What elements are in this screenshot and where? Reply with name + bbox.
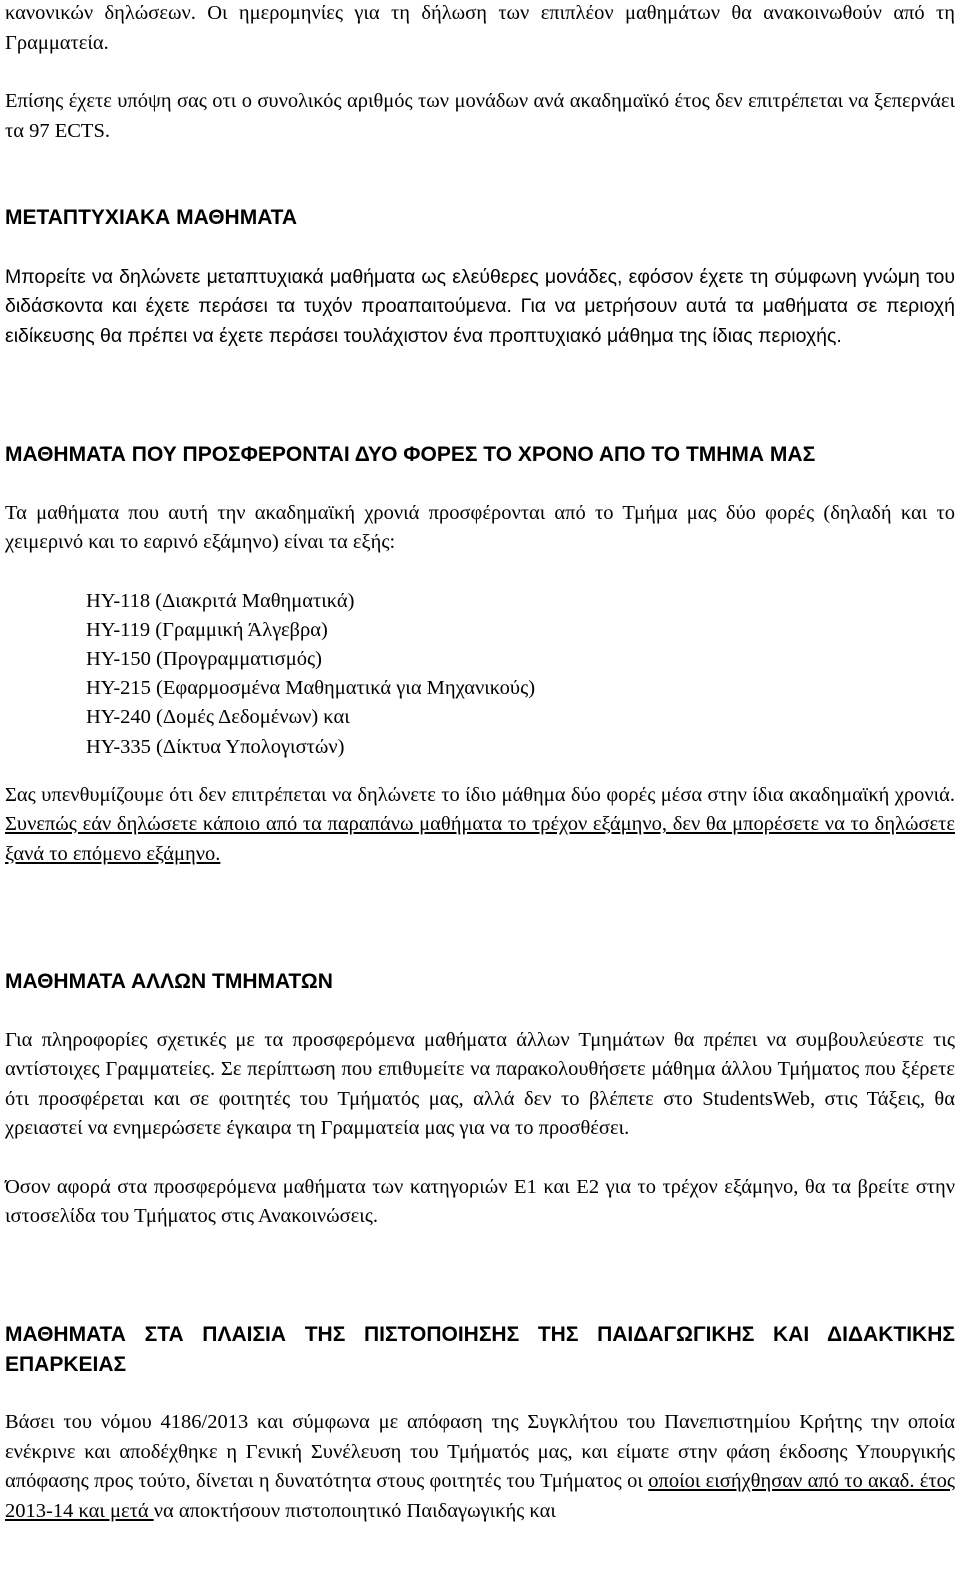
section-other-departments xyxy=(5,967,955,1232)
section-body-2: Όσον αφορά στα προσφερόμενα μαθήματα των κατηγοριών Ε1 και Ε2 για το τρέχον εξάμηνο, θα τα βρείτε στην ιστοσελίδα του Τμήματος στις Ανακοινώσεις. xyxy=(5,1175,955,1227)
section-title: ΜΑΘΗΜΑΤΑ ΑΛΛΩΝ ΤΜΗΜΑΤΩΝ xyxy=(5,970,333,993)
course-list xyxy=(5,587,955,762)
intro-text-2: Επίσης έχετε υπόψη σας οτι ο συνολικός αριθμός των μονάδων ανά ακαδημαϊκό έτος δεν επιτρέπεται να ξεπερνάει τα 97 ECTS. xyxy=(5,90,955,142)
pedagogy-text: Βάσει του νόμου 4186/2013 και σύμφωνα με απόφαση της Συγκλήτου του Πανεπιστημίου Κρήτης την οποία ενέκρινε και αποδέχθηκε η Γενική Συνέλευση του Τμήματός μας, και είματε στην φάση έκδοσης Υπουργικής απόφασης προς τούτο, δίνεται η δυνατότητα στους φοιτητές του Τμήματος οι xyxy=(5,1411,955,1492)
list-item: ΗΥ-119 (Γραμμική Άλγεβρα) xyxy=(86,618,328,641)
list-item: ΗΥ-150 (Προγραμματισμός) xyxy=(86,647,322,670)
intro-text-1: κανονικών δηλώσεων. Οι ημερομηνίες για τη δήλωση των επιπλέον μαθημάτων θα ανακοινωθούν από τη Γραμματεία. xyxy=(5,2,955,54)
list-item: ΗΥ-118 (Διακριτά Μαθηματικά) xyxy=(86,589,355,612)
list-item: ΗΥ-335 (Δίκτυα Υπολογιστών) xyxy=(86,735,345,758)
intro-paragraph xyxy=(5,0,955,146)
section-body: Τα μαθήματα που αυτή την ακαδημαϊκή χρονιά προσφέρονται από το Τμήμα μας δύο φορές (δηλαδή και το χειμερινό και το εαρινό εξάμηνο) είναι τα εξής: xyxy=(5,501,955,553)
section-title: ΜΕΤΑΠΤΥΧΙΑΚΑ ΜΑΘΗΜΑΤΑ xyxy=(5,206,298,229)
section-pedagogy xyxy=(5,1320,955,1526)
list-item: ΗΥ-240 (Δομές Δεδομένων) και xyxy=(86,706,350,729)
reminder-note xyxy=(5,781,955,870)
section-body: Για πληροφορίες σχετικές με τα προσφερόμενα μαθήματα άλλων Τμημάτων θα πρέπει να συμβουλεύεστε τις αντίστοιχες Γραμματείες. Σε περίπτωση που επιθυμείτε να παρακολουθήσετε μάθημα άλλου Τμήματος που ξέρετε ότι προσφέρεται και σε φοιτητές του Τμήματός μας, αλλά δεν το βλέπετε στο StudentsWeb, στις Τάξεις, θα χρειαστεί να ενημερώσετε έγκαιρα τη Γραμματεία μας για να το προσθέσει. xyxy=(5,1028,955,1139)
list-item: ΗΥ-215 (Εφαρμοσμένα Μαθηματικά για Μηχανικούς) xyxy=(86,677,536,700)
section-twice-offered xyxy=(5,440,955,869)
section-postgrad xyxy=(5,203,955,351)
section-title: ΜΑΘΗΜΑΤΑ ΣΤΑ ΠΛΑΙΣΙΑ ΤΗΣ ΠΙΣΤΟΠΟΙΗΣΗΣ ΤΗΣ ΠΑΙΔΑΓΩΓΙΚΗΣ ΚΑΙ ΔΙΔΑΚΤΙΚΗΣ ΕΠΑΡΚΕΙΑΣ xyxy=(5,1323,955,1376)
pedagogy-underlined-text: οποίοι εισήχθησαν από το ακαδ. έτος 2013-14 και μετά xyxy=(5,1470,956,1522)
reminder-underlined-text: Συνεπώς εάν δηλώσετε κάποιο από τα παραπάνω μαθήματα το τρέχον εξάμηνο, δεν θα μπορέσετε να το δηλώσετε ξανά το επόμενο εξάμηνο. xyxy=(5,813,955,865)
section-body: Μπορείτε να δηλώνετε μεταπτυχιακά μαθήματα ως ελεύθερες μονάδες, εφόσον έχετε τη σύμφωνη γνώμη του διδάσκοντα και έχετε περάσει τα τυχόν προαπαιτούμενα. Για να μετρήσουν αυτά τα μαθήματα σε περιοχή ειδίκευσης θα πρέπει να έχετε περάσει τουλάχιστον ένα προπτυχιακό μάθημα της ίδιας περιοχής. xyxy=(5,265,955,347)
pedagogy-text-end: να αποκτήσουν πιστοποιητικό Παιδαγωγικής και xyxy=(153,1499,556,1522)
section-body xyxy=(5,1408,955,1526)
section-title: ΜΑΘΗΜΑΤΑ ΠΟΥ ΠΡΟΣΦΕΡΟΝΤΑΙ ΔΥΟ ΦΟΡΕΣ ΤΟ ΧΡΟΝΟ ΑΠΟ ΤΟ ΤΜΗΜΑ ΜΑΣ xyxy=(5,443,816,466)
reminder-text: Σας υπενθυμίζουμε ότι δεν επιτρέπεται να δηλώνετε το ίδιο μάθημα δύο φορές μέσα στην ίδια ακαδημαϊκή χρονιά. xyxy=(5,783,955,806)
